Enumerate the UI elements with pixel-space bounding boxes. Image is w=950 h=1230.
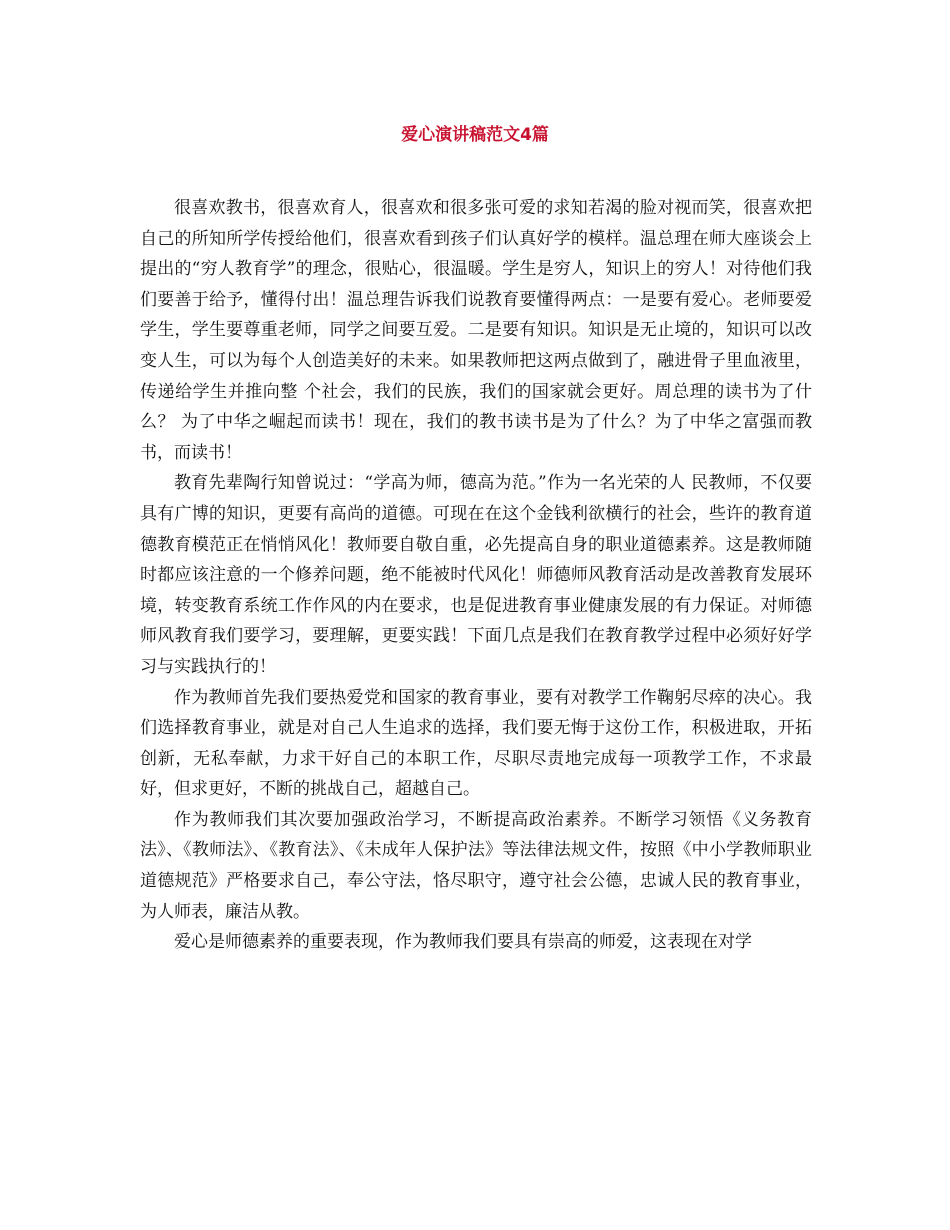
document-body (140, 193, 812, 958)
paragraph: 很喜欢教书，很喜欢育人，很喜欢和很多张可爱的求知若渴的脸对视而笑，很喜欢把自己的所知所学传授给他们，很喜欢看到孩子们认真好学的模样。温总理在师大座谈会上提出的“穷人教育学”的理念，很贴心，很温暖。学生是穷人，知识上的穷人！对待他们我们要善于给予，懂得付出！温总理告诉我们说教育要懂得两点：一是要有爱心。老师要爱学生，学生要尊重老师，同学之间要互爱。二是要有知识。知识是无止境的，知识可以改变人生，可以为每个人创造美好的未来。如果教师把这两点做到了，融进骨子里血液里，传递给学生并推向整 个社会，我们的民族，我们的国家就会更好。周总理的读书为了什么？ 为了中华之崛起而读书！现在，我们的教书读书是为了什么？为了中华之富强而教书，而读书！ (140, 198, 812, 463)
paragraph: 爱心是师德素养的重要表现，作为教师我们要具有崇高的师爱，这表现在对学 (174, 932, 752, 953)
paragraph: 教育先辈陶行知曾说过：“学高为师，德高为范。”作为一名光荣的人 民教师，不仅要具有广博的知识，更要有高尚的道德。可现在在这个金钱利欲横行的社会，些许的教育道德教育模范正在悄悄风化！教师要自敬自重，必先提高自身的职业道德素养。这是教师随时都应该注意的一个修养问题，绝不能被时代风化！师德师风教育活动是改善教育发展环境，转变教育系统工作作风的内在要求，也是促进教育事业健康发展的有力保证。对师德师风教育我们要学习，要理解，更要实践！下面几点是我们在教育教学过程中必须好好学习与实践执行的！ (140, 473, 812, 677)
document-title: 爱心演讲稿范文4篇 (401, 125, 549, 145)
paragraph: 作为教师首先我们要热爱党和国家的教育事业，要有对教学工作鞠躬尽瘁的决心。我们选择教育事业，就是对自己人生追求的选择，我们要无悔于这份工作，积极进取，开拓创新，无私奉献，力求干好自己的本职工作，尽职尽责地完成每一项教学工作，不求最好，但求更好，不断的挑战自己，超越自己。 (140, 687, 812, 800)
paragraph: 作为教师我们其次要加强政治学习，不断提高政治素养。不断学习领悟《义务教育法》、《教师法》、《教育法》、《未成年人保护法》等法律法规文件，按照《中小学教师职业道德规范》严格要求自己，奉公守法，恪尽职守，遵守社会公德，忠诚人民的教育事业，为人师表，廉洁从教。 (140, 809, 812, 922)
